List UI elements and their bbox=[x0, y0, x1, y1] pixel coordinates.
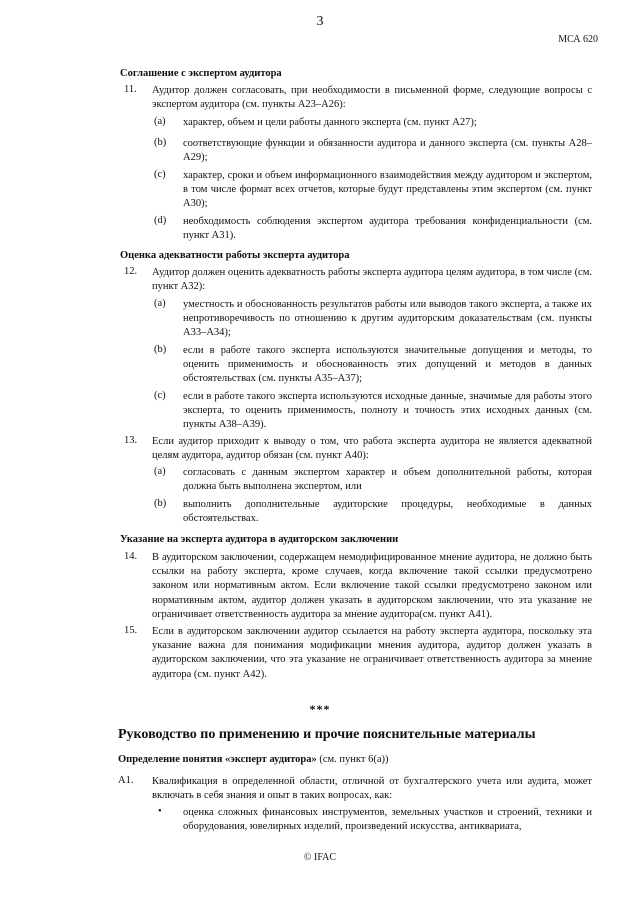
para-number: 13. bbox=[124, 435, 138, 446]
para-number: 12. bbox=[124, 266, 138, 277]
section-heading-agreement: Соглашение с экспертом аудитора bbox=[120, 68, 282, 79]
item-marker: (b) bbox=[154, 344, 167, 355]
paragraph-12: Аудитор должен оценить адекватность работы эксперта аудитора целям аудитора, в том числе (см. пункт А32): bbox=[152, 267, 592, 293]
page-number: 3 bbox=[316, 14, 324, 29]
paragraph-11d: необходимость соблюдения экспертом аудитора требования конфиденциальности (см. пункт А31). bbox=[183, 216, 592, 242]
paragraph-11: Аудитор должен согласовать, при необходимости в письменной форме, следующие вопросы с экспертом аудитора (см. пункты А23–А26): bbox=[152, 85, 592, 111]
paragraph-11c: характер, сроки и объем информационного взаимодействия между аудитором и экспертом, в том числе формат всех отчетов, которые будут представлены этим экспертом (см. пункт А30); bbox=[183, 170, 592, 210]
item-marker: (a) bbox=[154, 466, 166, 477]
item-marker: (b) bbox=[154, 137, 167, 148]
paragraph-11b: соответствующие функции и обязанности аудитора и данного эксперта (см. пункты А28–А29); bbox=[183, 138, 592, 164]
paragraph-13: Если аудитор приходит к выводу о том, что работа эксперта аудитора не является адекватной целям аудитора, аудитор обязан (см. пункт А40): bbox=[152, 436, 592, 462]
definition-heading-ref: (см. пункт 6(а)) bbox=[316, 754, 389, 765]
guidance-title: Руководство по применению и прочие пояснительные материалы bbox=[118, 727, 536, 742]
bullet-marker: • bbox=[158, 806, 162, 817]
section-separator: *** bbox=[309, 702, 331, 716]
paragraph-11a: характер, объем и цели работы данного эксперта (см. пункт А27); bbox=[183, 117, 477, 128]
item-marker: (b) bbox=[154, 498, 167, 509]
para-number: 15. bbox=[124, 625, 138, 636]
definition-heading bbox=[118, 754, 389, 765]
para-number: А1. bbox=[118, 775, 134, 786]
section-heading-adequacy: Оценка адекватности работы эксперта аудитора bbox=[120, 250, 350, 261]
para-number: 14. bbox=[124, 551, 138, 562]
paragraph-12a: уместность и обоснованность результатов работы или выводов такого эксперта, а также их непротиворечивость по отношению к другим аудиторским доказательствам (см. пункты А33–А34); bbox=[183, 299, 592, 339]
item-marker: (d) bbox=[154, 215, 167, 226]
definition-heading-bold: Определение понятия «эксперт аудитора» bbox=[118, 754, 317, 765]
paragraph-12b: если в работе такого эксперта используются значительные допущения и методы, то оценить применимость и обоснованность этих допущений и методов в данных обстоятельствах (см. пункты А35–А37); bbox=[183, 345, 592, 385]
footer-copyright: © IFAC bbox=[303, 852, 337, 863]
paragraph-13b: выполнить дополнительные аудиторские процедуры, необходимые в данных обстоятельствах. bbox=[183, 499, 592, 525]
item-marker: (a) bbox=[154, 298, 166, 309]
para-number: 11. bbox=[124, 84, 137, 95]
paragraph-15: Если в аудиторском заключении аудитор ссылается на работу эксперта аудитора, поскольку эта указание важна для понимания модификации мнения аудитора, аудитор должен указать в аудиторском заключении, что эта указание не ограничивает ответственность аудитора за мнение аудитора (см. пункт А42). bbox=[152, 626, 592, 680]
paragraph-a1: Квалификация в определенной области, отличной от бухгалтерского учета или аудита, может включать в себя знания и опыт в таких вопросах, как: bbox=[152, 776, 592, 802]
paragraph-12c: если в работе такого эксперта используются исходные данные, значимые для работы этого эксперта, то оценить применимость, полноту и точность этих исходных данных (см. пункты А38–А39). bbox=[183, 391, 592, 431]
paragraph-13a: согласовать с данным экспертом характер и объем дополнительной работы, которая должна быть выполнена экспертом, или bbox=[183, 467, 592, 493]
section-heading-report: Указание на эксперта аудитора в аудиторском заключении bbox=[120, 534, 399, 545]
document-code: МСА 620 bbox=[558, 34, 598, 45]
bullet-item: оценка сложных финансовых инструментов, земельных участков и строений, техники и оборудования, ювелирных изделий, произведений искусства, антиквариата, bbox=[183, 807, 592, 833]
item-marker: (a) bbox=[154, 116, 166, 127]
item-marker: (c) bbox=[154, 390, 166, 401]
paragraph-14: В аудиторском заключении, содержащем немодифицированное мнение аудитора, не должно быть ссылки на работу эксперта, кроме случаев, когда включение такой ссылки предусмотрено законом или нормативным актом. Если включение такой ссылки предусмотрено законом или нормативным актом, аудитор должен указать в аудиторском заключении, что эта указание не ограничивает ответственность аудитора за мнение аудитора(см. пункт А41). bbox=[152, 552, 592, 620]
item-marker: (c) bbox=[154, 169, 166, 180]
